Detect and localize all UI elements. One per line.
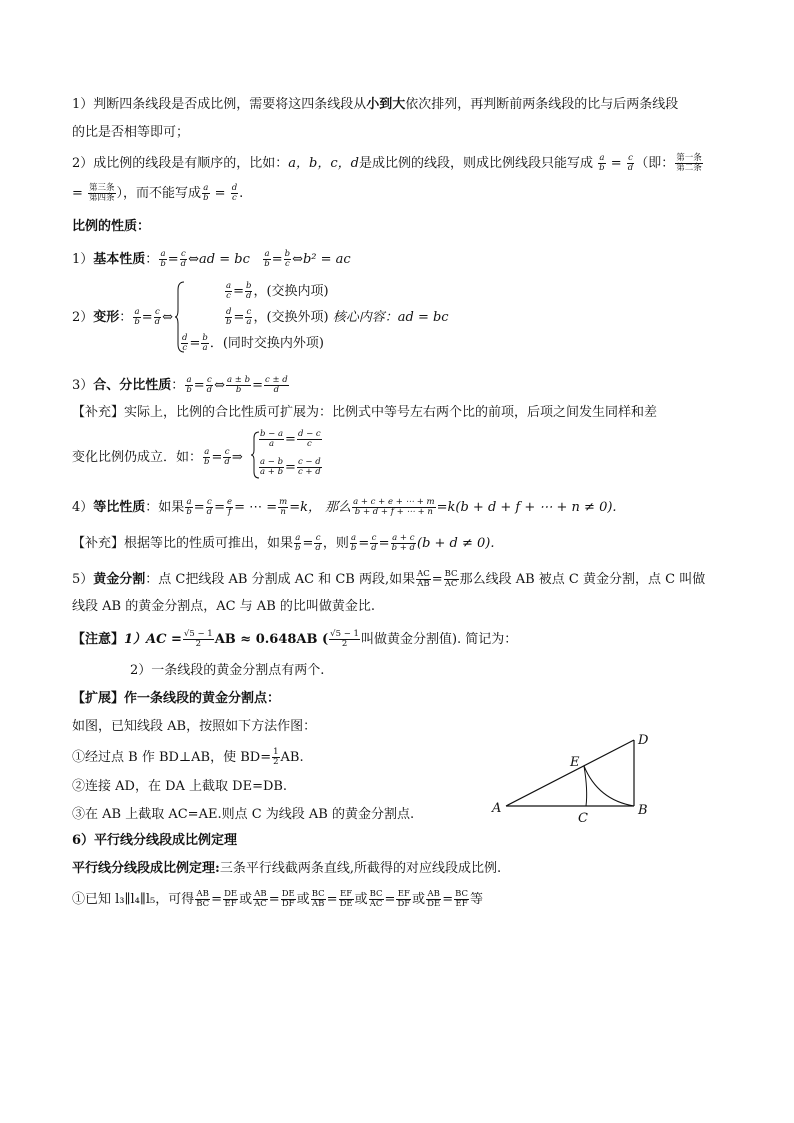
extension-intro: 如图，已知线段 AB，按照如下方法作图： bbox=[72, 719, 317, 734]
label-b: B bbox=[638, 803, 648, 818]
prop-4: 4）等比性质：如果 $\frac{a}{b}$ = $\frac{c}{d}$ = $\frac{e}{f}$ = ⋯ = $\frac{m}{n}$ =k， 那么 $\frac{a + c + e + \cdots + m}{b + d + f + \cdots + n}$ =k(b + d + f + ⋯ + n ≠ 0). bbox=[72, 497, 617, 517]
supplement-1-row-1: $\frac{b - a}{a}$ = $\frac{d - c}{c}$ bbox=[260, 429, 321, 449]
supplement-1-line-1: 【补充】实际上，比例的合比性质可扩展为：比例式中等号左右两个比的前项，后项之间发生同样和差 bbox=[72, 405, 658, 420]
prop-2-row-2: $\frac{d}{b}$ = $\frac{c}{a}$ ，(交换外项) 核心内容：ad = bc bbox=[226, 307, 449, 327]
segment-ad bbox=[506, 740, 634, 806]
arc-de bbox=[584, 766, 634, 806]
paragraph-1-line-1: 1）判断四条线段是否成比例，需要将这四条线段从小到大依次排列，再判断前两条线段的比与后两条线段 bbox=[72, 97, 679, 112]
section-heading-props: 比例的性质： bbox=[72, 219, 151, 234]
label-a: A bbox=[492, 801, 502, 816]
paragraph-1-line-2: 的比是否相等即可； bbox=[72, 125, 190, 140]
example-line: ①已知 l₃∥l₄∥l₅，可得 $\frac{AB}{BC}$ = $\frac{DE}{EF}$ 或 $\frac{AB}{AC}$ = $\frac{DE}{DF}$ 或 $\frac{BC}{AB}$ = $\frac{EF}{DE}$ 或 $\frac{BC}{AC}$ = $\frac{EF}{DF}$ 或 $\frac{AB}{DE}$ = $\frac{BC}{EF}$ 等 bbox=[72, 889, 484, 909]
step-3: ③在 AB 上截取 AC=AE.则点 C 为线段 AB 的黄金分割点. bbox=[72, 807, 415, 822]
step-1: ①经过点 B 作 BD⊥AB，使 BD= $\frac{1}{2}$ AB. bbox=[72, 747, 304, 767]
section-6-heading: 6）平行线分线段成比例定理 bbox=[72, 833, 238, 848]
prop-3: 3）合、分比性质： $\frac{a}{b}$ = $\frac{c}{d}$ ⇔ $\frac{a \pm b}{b}$ = $\frac{c \pm d}{d}$ bbox=[72, 375, 288, 395]
prop-5-line-2: 线段 AB 的黄金分割点，AC 与 AB 的比叫做黄金比. bbox=[72, 599, 376, 614]
paragraph-2-line-1: 2）成比例的线段是有顺序的，比如：a，b，c，d是成比例的线段，则成比例线段只能写成 $\frac{a}{b}$ = $\frac{c}{d}$ （即： $\frac{\text{第一条}}{\text{第二条}}$ bbox=[72, 153, 702, 173]
prop-1: 1）基本性质： $\frac{a}{b}$ = $\frac{c}{d}$ ⇔ad = bc $\frac{a}{b}$ = $\frac{b}{c}$ ⇔b² = ac bbox=[72, 249, 351, 269]
supplement-1-line-2: 变化比例仍成立．如： $\frac{a}{b}$ = $\frac{c}{d}$ ⇒ bbox=[72, 447, 243, 467]
label-c: C bbox=[578, 811, 588, 826]
step-2: ②连接 AD，在 DA 上截取 DE=DB. bbox=[72, 779, 288, 794]
note-line-2: 2）一条线段的黄金分割点有两个. bbox=[130, 663, 325, 678]
paragraph-2-line-2: = $\frac{\text{第三条}}{\text{第四条}}$ ），而不能写成 $\frac{a}{b}$ = $\frac{d}{c}$ . bbox=[72, 183, 244, 203]
supplement-2: 【补充】根据等比的性质可推出，如果 $\frac{a}{b}$ = $\frac{c}{d}$ ，则 $\frac{a}{b}$ = $\frac{c}{d}$ = $\frac{a + c}{b + d}$ (b + d ≠ 0). bbox=[72, 533, 495, 553]
prop-5-line-1: 5）黄金分割：点 C把线段 AB 分割成 AC 和 CB 两段,如果 $\frac{AC}{AB}$ = $\frac{BC}{AC}$ 那么线段 AB 被点 C 黄金分割，点 C 叫做 bbox=[72, 569, 706, 589]
label-d: D bbox=[638, 733, 649, 748]
note-line-1: 【注意】1）AC = $\frac{√5 - 1}{2}$ AB ≈ 0.648AB ( $\frac{√5 - 1}{2}$ 叫做黄金分割值). 简记为： bbox=[72, 629, 518, 649]
golden-section-figure bbox=[488, 730, 658, 830]
prop-2: 2）变形： $\frac{a}{b}$ = $\frac{c}{d}$ ⇔ bbox=[72, 307, 174, 327]
supplement-1-row-2: $\frac{a - b}{a + b}$ = $\frac{c - d}{c + d}$ bbox=[260, 457, 321, 477]
prop-2-row-1: $\frac{a}{c}$ = $\frac{b}{d}$ ，(交换内项) bbox=[226, 281, 329, 301]
prop-2-row-3: $\frac{d}{c}$ = $\frac{b}{a}$ ．(同时交换内外项) bbox=[182, 333, 324, 353]
label-e: E bbox=[570, 755, 580, 770]
theorem-line: 平行线分线段成比例定理:三条平行线截两条直线,所截得的对应线段成比例. bbox=[72, 861, 502, 876]
extension-heading: 【扩展】作一条线段的黄金分割点： bbox=[72, 691, 281, 706]
